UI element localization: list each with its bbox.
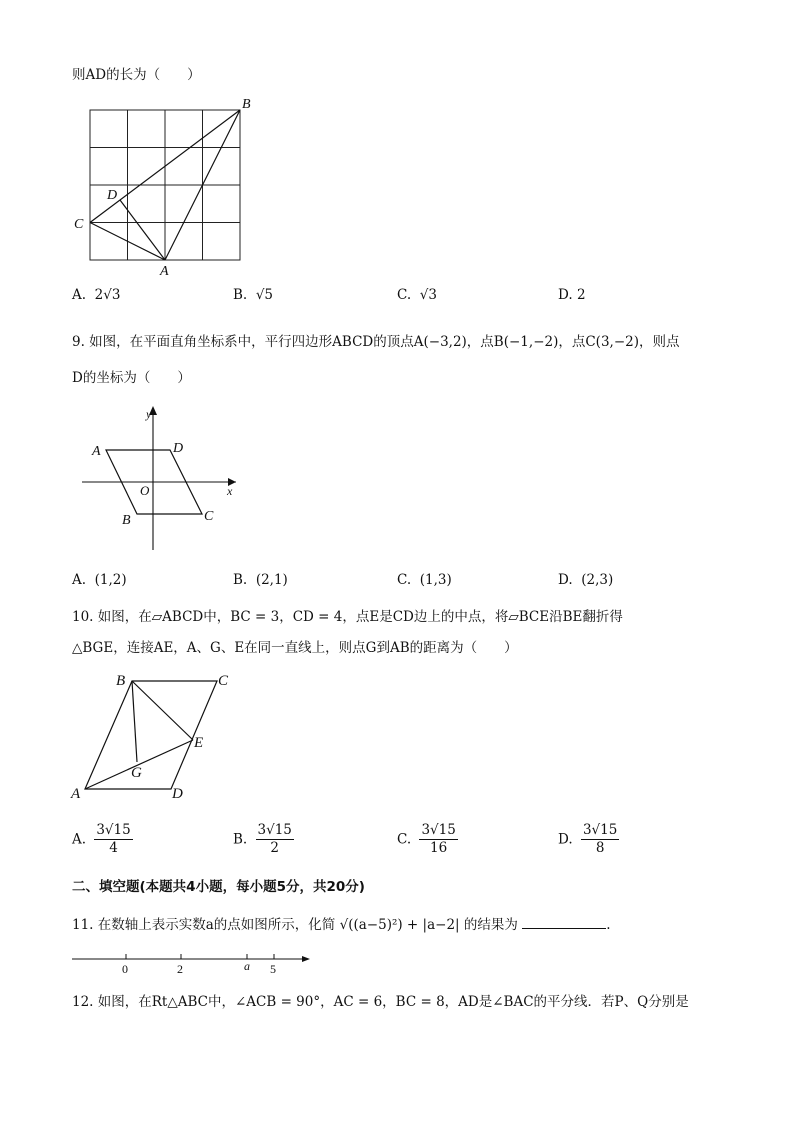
- q9-option-d[interactable]: D. (2,3): [558, 572, 614, 588]
- q11-answer-blank[interactable]: [522, 916, 606, 929]
- q8-option-b[interactable]: B. √5: [233, 287, 274, 303]
- tick-label-2: 2: [177, 962, 183, 976]
- q9-option-c[interactable]: C. (1,3): [397, 572, 452, 588]
- section-2-heading: 二、填空题(本题共4小题，每小题5分，共20分): [72, 879, 365, 895]
- q8-label-c: C: [74, 217, 84, 232]
- q10-label-b: B: [116, 673, 126, 689]
- q11-number-line: [68, 948, 318, 978]
- tick-label-5: 5: [270, 962, 276, 976]
- q9-label-b: B: [122, 513, 131, 528]
- q9-stem-line2: D的坐标为（ ）: [72, 370, 191, 386]
- q10-option-d[interactable]: D. $\frac{3√15}{8}$: [558, 822, 618, 856]
- tick-label-0: 0: [122, 962, 128, 976]
- q10-stem-line2: △BGE，连接AE，A、G、E在同一直线上，则点G到AB的距离为（ ）: [72, 640, 518, 656]
- q10-label-g: G: [131, 765, 142, 781]
- q10-label-d: D: [172, 786, 183, 802]
- q10-stem-line1: 10. 如图，在▱ABCD中，BC = 3，CD = 4，点E是CD边上的中点，将▱BCE沿BE翻折得: [72, 609, 623, 625]
- q10-parallelogram-figure: [60, 668, 250, 808]
- number-line-ticks: [126, 954, 274, 959]
- q8-label-a: A: [160, 264, 169, 279]
- q10-option-b[interactable]: B. $\frac{3√15}{2}$: [233, 822, 292, 856]
- q10-label-e: E: [194, 735, 204, 751]
- q9-label-c: C: [204, 509, 214, 524]
- q9-label-o: O: [140, 483, 150, 498]
- q11-expression: √((a−5)²) + |a−2|: [339, 917, 460, 933]
- q9-axes: [82, 408, 236, 550]
- q11-stem: 11. 在数轴上表示实数a的点如图所示，化简 √((a−5)²) + |a−2| 的结果为 .: [72, 917, 611, 933]
- q10-label-c: C: [218, 673, 229, 689]
- q9-option-a[interactable]: A. (1,2): [72, 572, 127, 588]
- q10-option-a[interactable]: A. $\frac{3√15}{4}$: [72, 822, 131, 856]
- q8-grid-figure: [70, 95, 270, 285]
- q9-label-y: y: [146, 407, 152, 421]
- q9-label-d: D: [173, 441, 184, 456]
- q10-label-a: A: [71, 786, 81, 802]
- q9-option-b[interactable]: B. (2,1): [233, 572, 288, 588]
- tick-label-a: a: [244, 959, 250, 973]
- q8-option-a[interactable]: A. 2√3: [72, 287, 121, 303]
- q8-option-c[interactable]: C. √3: [397, 287, 437, 303]
- q9-label-x: x: [227, 484, 233, 498]
- q9-coordinate-figure: [70, 400, 250, 555]
- q12-stem-line1: 12. 如图，在Rt△ABC中，∠ACB = 90°，AC = 6，BC = 8，AD是∠BAC的平分线．若P、Q分别是: [72, 994, 689, 1010]
- q8-option-d[interactable]: D. 2: [558, 287, 586, 303]
- q9-stem-line1: 9. 如图，在平面直角坐标系中，平行四边形ABCD的顶点A(−3,2)，点B(−1,−2)，点C(3,−2)，则点: [72, 334, 680, 350]
- q9-label-a: A: [92, 444, 101, 459]
- q10-option-c[interactable]: C. $\frac{3√15}{16}$: [397, 822, 456, 856]
- q8-stem: 则AD的长为（ ）: [72, 67, 201, 83]
- q8-label-b: B: [242, 97, 251, 112]
- q8-grid: [90, 110, 240, 260]
- q8-label-d: D: [107, 188, 118, 203]
- number-line-arrow: [302, 956, 310, 962]
